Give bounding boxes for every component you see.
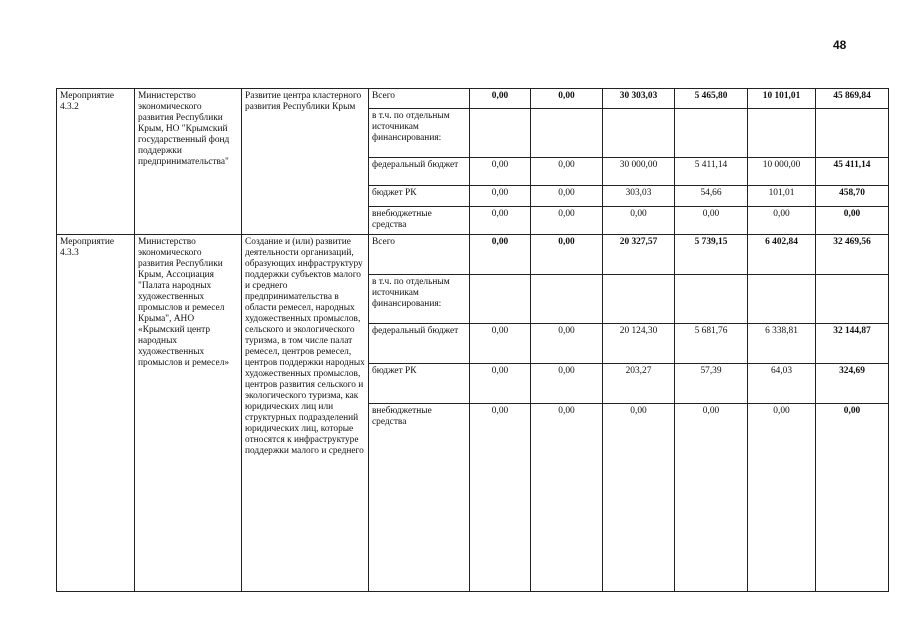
source-label: в т.ч. по отдельным источникам финансирования:: [369, 275, 470, 324]
source-label: в т.ч. по отдельным источникам финансирования:: [369, 109, 470, 158]
executor-cell: Министерство экономического развития Республики Крым, НО "Крымский государственный фонд поддержки предпринимательства": [135, 89, 242, 235]
value-cell: 6 402,84: [748, 235, 816, 275]
event-name-cell: Создание и (или) развитие деятельности организаций, образующих инфраструктуру поддержки субъектов малого и среднего предпринимательства в области ремесел, народных художественных промыслов, сельского и экологического туризма, в том числе палат ремесел, центров ремесел, центров поддержки народных художественных промыслов, центров развития сельского и экологического туризма, как юридических лиц или структурных подразделений юридических лиц, которые относятся к инфраструктуре поддержки малого и среднего: [242, 235, 369, 592]
event-name-cell: Развитие центра кластерного развития Республики Крым: [242, 89, 369, 235]
value-cell: 203,27: [603, 364, 675, 404]
total-value-cell: 32 469,56: [816, 235, 889, 275]
total-value-cell: 0,00: [816, 404, 889, 592]
value-cell: 0,00: [531, 364, 603, 404]
value-cell: 0,00: [470, 324, 531, 364]
value-cell: 101,01: [748, 186, 816, 207]
value-cell: 57,39: [675, 364, 748, 404]
value-cell: 5 681,76: [675, 324, 748, 364]
value-cell: 5 411,14: [675, 158, 748, 186]
value-cell: 54,66: [675, 186, 748, 207]
value-cell: 0,00: [531, 235, 603, 275]
value-cell: 0,00: [748, 404, 816, 592]
value-cell: 0,00: [531, 324, 603, 364]
value-cell: 0,00: [531, 158, 603, 186]
value-cell: 0,00: [470, 207, 531, 235]
value-cell: 0,00: [470, 89, 531, 109]
value-cell: 20 124,30: [603, 324, 675, 364]
source-label: внебюджетные средства: [369, 207, 470, 235]
value-cell: 0,00: [531, 207, 603, 235]
source-label: Всего: [369, 235, 470, 275]
value-cell: 0,00: [470, 158, 531, 186]
total-value-cell: 324,69: [816, 364, 889, 404]
value-cell: 5 465,80: [675, 89, 748, 109]
value-cell: 0,00: [470, 364, 531, 404]
value-cell: 6 338,81: [748, 324, 816, 364]
value-cell: 0,00: [748, 207, 816, 235]
value-cell: 0,00: [531, 404, 603, 592]
value-cell: 0,00: [470, 235, 531, 275]
value-cell: 0,00: [531, 186, 603, 207]
event-id-cell: Мероприятие 4.3.2: [57, 89, 135, 235]
total-value-cell: 458,70: [816, 186, 889, 207]
value-cell: 30 000,00: [603, 158, 675, 186]
value-cell: 20 327,57: [603, 235, 675, 275]
value-cell: 0,00: [470, 186, 531, 207]
source-label: бюджет РК: [369, 364, 470, 404]
page-number: 48: [833, 38, 847, 52]
value-cell: 64,03: [748, 364, 816, 404]
value-cell: 0,00: [531, 89, 603, 109]
value-cell: 0,00: [675, 404, 748, 592]
total-value-cell: 0,00: [816, 207, 889, 235]
total-value-cell: 32 144,87: [816, 324, 889, 364]
value-cell: 303,03: [603, 186, 675, 207]
event-id-cell: Мероприятие 4.3.3: [57, 235, 135, 592]
value-cell: 30 303,03: [603, 89, 675, 109]
value-cell: 5 739,15: [675, 235, 748, 275]
table-row: [57, 235, 889, 275]
value-cell: 0,00: [603, 404, 675, 592]
total-value-cell: 45 869,84: [816, 89, 889, 109]
funding-table: [56, 88, 889, 592]
source-label: внебюджетные средства: [369, 404, 470, 592]
table-row: [57, 89, 889, 109]
value-cell: 10 101,01: [748, 89, 816, 109]
value-cell: 0,00: [675, 207, 748, 235]
value-cell: 0,00: [603, 207, 675, 235]
source-label: федеральный бюджет: [369, 324, 470, 364]
source-label: федеральный бюджет: [369, 158, 470, 186]
value-cell: 0,00: [470, 404, 531, 592]
total-value-cell: 45 411,14: [816, 158, 889, 186]
value-cell: 10 000,00: [748, 158, 816, 186]
source-label: бюджет РК: [369, 186, 470, 207]
executor-cell: Министерство экономического развития Республики Крым, Ассоциация "Палата народных художественных промыслов и ремесел Крыма", АНО «Крымский центр народных художественных промыслов и ремесел»: [135, 235, 242, 592]
source-label: Всего: [369, 89, 470, 109]
